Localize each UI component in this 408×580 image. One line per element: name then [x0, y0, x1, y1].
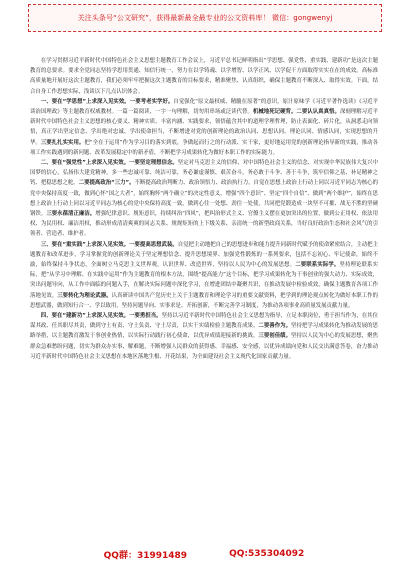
paragraph-text: 不断提高政治判断力、政治领悟力、政治执行力，自觉在思想上政治上行动上同以习近平同志为核心的党中央保持高度一致，做到心怀“国之大者”，始终胸怀“两个确立”的决定性意义，增强“四个意识”、坚定“四个自信”、做到“两个维护”，始终在思想上政治上行动上同以习近平同志为核心的党中央保持高度一致，做到心往一处想、劲往一处使，共同把党锻造成一块坚不可摧、战无不胜的坚硬钢铁。 — [30, 180, 378, 218]
paragraph-text: 在学习贯彻习近平新时代中国特色社会主义思想主题教育工作会议上，习近平总书记鲜明指出“学思想、强党性、重实践、建新功”是这次主题教育的总要求。要求全党同志坚持学思用贯通、知信行统一，努力在以学铸魂、以学增智、以学正风、以学促干方面取得实实在在的成效。高标准高质量地开展好这次主题教育，我们必须牢牢把握这次主题教育的目标要求，精准聚焦、认真组织，确保主题教育不断深入、取得实效。下面，结合自身工作思想实际，浅谈以下几点认识体会。 — [30, 58, 378, 95]
bold-text: 二、要在“强党性”上求深入见实效。 — [40, 160, 130, 167]
bold-text: 三要创佳绩。 — [258, 333, 292, 340]
paragraph — [30, 240, 378, 311]
document-body — [30, 56, 378, 362]
bold-text: 一要坚定理想信念。 — [129, 160, 178, 167]
qq-contact: QQ:535304092 — [229, 549, 305, 559]
paragraph-text: 坚持以人民为中心的发展思想，聚焦群众急难愁盼问题，切实为群众办实事、解难题，不断增强人民群众的获得感、幸福感、安全感，以优异成绩向党和人民交出满意答卷，奋力推动习近平新时代中国特色社会主义思想在本地区落地生根、开花结果，为全面建设社会主义现代化国家贡献力量。 — [30, 333, 378, 360]
bold-text: 四、要在“建新功”上求深入见实效。 — [40, 313, 130, 320]
paragraph — [30, 56, 378, 97]
bold-text: 一要考老实学好。 — [129, 98, 174, 105]
paragraph-text: 坚定对马克思主义的信仰、对中国特色社会主义的信念、对实现中华民族伟大复兴中国梦的信心，弘扬伟大建党精神，多一些忠诚可靠、纯洁可靠，务必谦虚谨慎、艰苦奋斗，务必敢于斗争、善于斗争，筑牢信仰之基、补足精神之钙、把稳思想之舵。 — [30, 160, 378, 187]
bold-text: 二要善作为。 — [258, 323, 292, 330]
paragraph-text: 认真研读中国共产党历史上关于主题教育和理论学习的重要文献资料，把学到的理论观点转化为做好本职工作的思想武器，做到知行合一、学以致用，坚持问题导向、实事求是、开拓创新，不断完善学习制度，为推动各项事业高质量发展贡献力量。 — [30, 292, 378, 309]
paragraph-text: 坚持以习近平新时代中国特色社会主义思想为指导，立足本职岗位，勇于担当作为，在其位谋其政、任其职尽其责，做到守土有责、守土负责、守土尽责，以实干实绩检验主题教育成果。 — [30, 313, 378, 330]
footer — [0, 546, 408, 562]
bold-text: 三要扎扎实实用。 — [40, 139, 85, 146]
bold-text: 三、要在“重实践”上求深入见实效。 — [40, 241, 130, 248]
bold-text: 二要联系实际学。 — [295, 262, 340, 269]
paragraph-text: 增强纪律意识、规矩意识，持续纠治“四风”，把纠治形式主义、官僚主义摆在更加突出的位置，做到公正用权、依法用权、为民用权、廉洁用权，推动形成清清爽爽的同志关系、规规矩矩的上下级关系、亲清统一的新型政商关系，当好良好政治生态和社会风气的引领者、营造者、维护者。 — [30, 211, 378, 238]
bold-text: 三要转化为理论武器。 — [57, 292, 112, 299]
bold-text: 二要提高政治“三力”。 — [78, 180, 135, 187]
paragraph — [30, 311, 378, 362]
bold-text: 机械地死记硬背。二要认认真真悟。 — [252, 109, 340, 116]
paragraph-text: 自觉把主动地把自己的思想进步和能力提升同新时代赋予的使命紧密结合，主动把主题教育和改革进步，学习掌握党的创新理论关于坚定理想信念、提升思想境界、加强党性锻炼的一系列要求，包括不忘初心、牢记使命，始终不渝，始终保持斗争状态，全面树立马克思主义世界观，认识世界、改造世界，坚持以人民为中心的发展思想。 — [30, 241, 378, 269]
paragraph-text: 坚持理论联系实际，把“从学习中理解、在实践中运用”作为主题教育的根本方法，围绕“提高能力”这个目标，把学习成果转化为干事创业的强大动力、实际成效，突出问题导向，从工作中面临的问题入手，在解决实际问题中深化学习，在增进团结中凝聚共识，在推动发展中检验成效，确保主题教育各项工作落地见效。 — [30, 262, 378, 299]
paragraph-text: 深刻理解习近平新时代中国特色社会主义思想的核心要义、精神实质、丰富内涵、实践要求，领悟蕴含其中的道理学理哲理，防止表面化、碎片化，从洞悉走向领悟，真正学出坚定信念、学出绝对忠诚、学出使命担当，不断增进对党的创新理论的政治认同、思想认同、理论认同、情感认同，实现思想的升华。 — [30, 109, 378, 146]
paragraph-text: 自觉强化“原文最权威、精髓在原著”的意识，原汁原味学《习近平著作选读》《习近平谈治国理政》等主题教育权威教材。 — [30, 98, 378, 116]
paragraph-text: 一篇一篇阅读、一字一句理解，切勿用串场或泛读代替。 — [117, 109, 253, 116]
bold-text: 一要提高思想武装。 — [129, 241, 178, 248]
paragraph — [30, 97, 378, 158]
paragraph-text: 把“全在于运用”作为学习目的落实到底，争做起而行之的行动派、实干家，更好地运用党的创新理论指导新的实践，推动各项工作实践遇到的新问题、改革发展稳定中的新矛盾，不断把学习成果转化为做好本职工作的实际能力。 — [30, 139, 378, 156]
banner-text: 关注头条号“公文研究”，获得最新最全最专业的公文资料库！ 微信：gongwenyj — [77, 14, 333, 22]
bold-text: 一、要在“学思想”上求深入见实效。 — [40, 98, 130, 105]
bold-text: 一要勇担当。 — [129, 313, 162, 320]
header-banner — [28, 4, 382, 32]
qq-group: QQ群：31991489 — [103, 550, 188, 561]
bold-text: 三要永葆清正廉洁。 — [46, 211, 96, 218]
paragraph — [30, 158, 378, 240]
paragraph-text: 坚持把学习成果转化为推动发展的思路举措，以主题教育激发干事创业热情，以实际行动践行初心使命，以优异成绩迎接新的挑战。 — [30, 323, 378, 340]
